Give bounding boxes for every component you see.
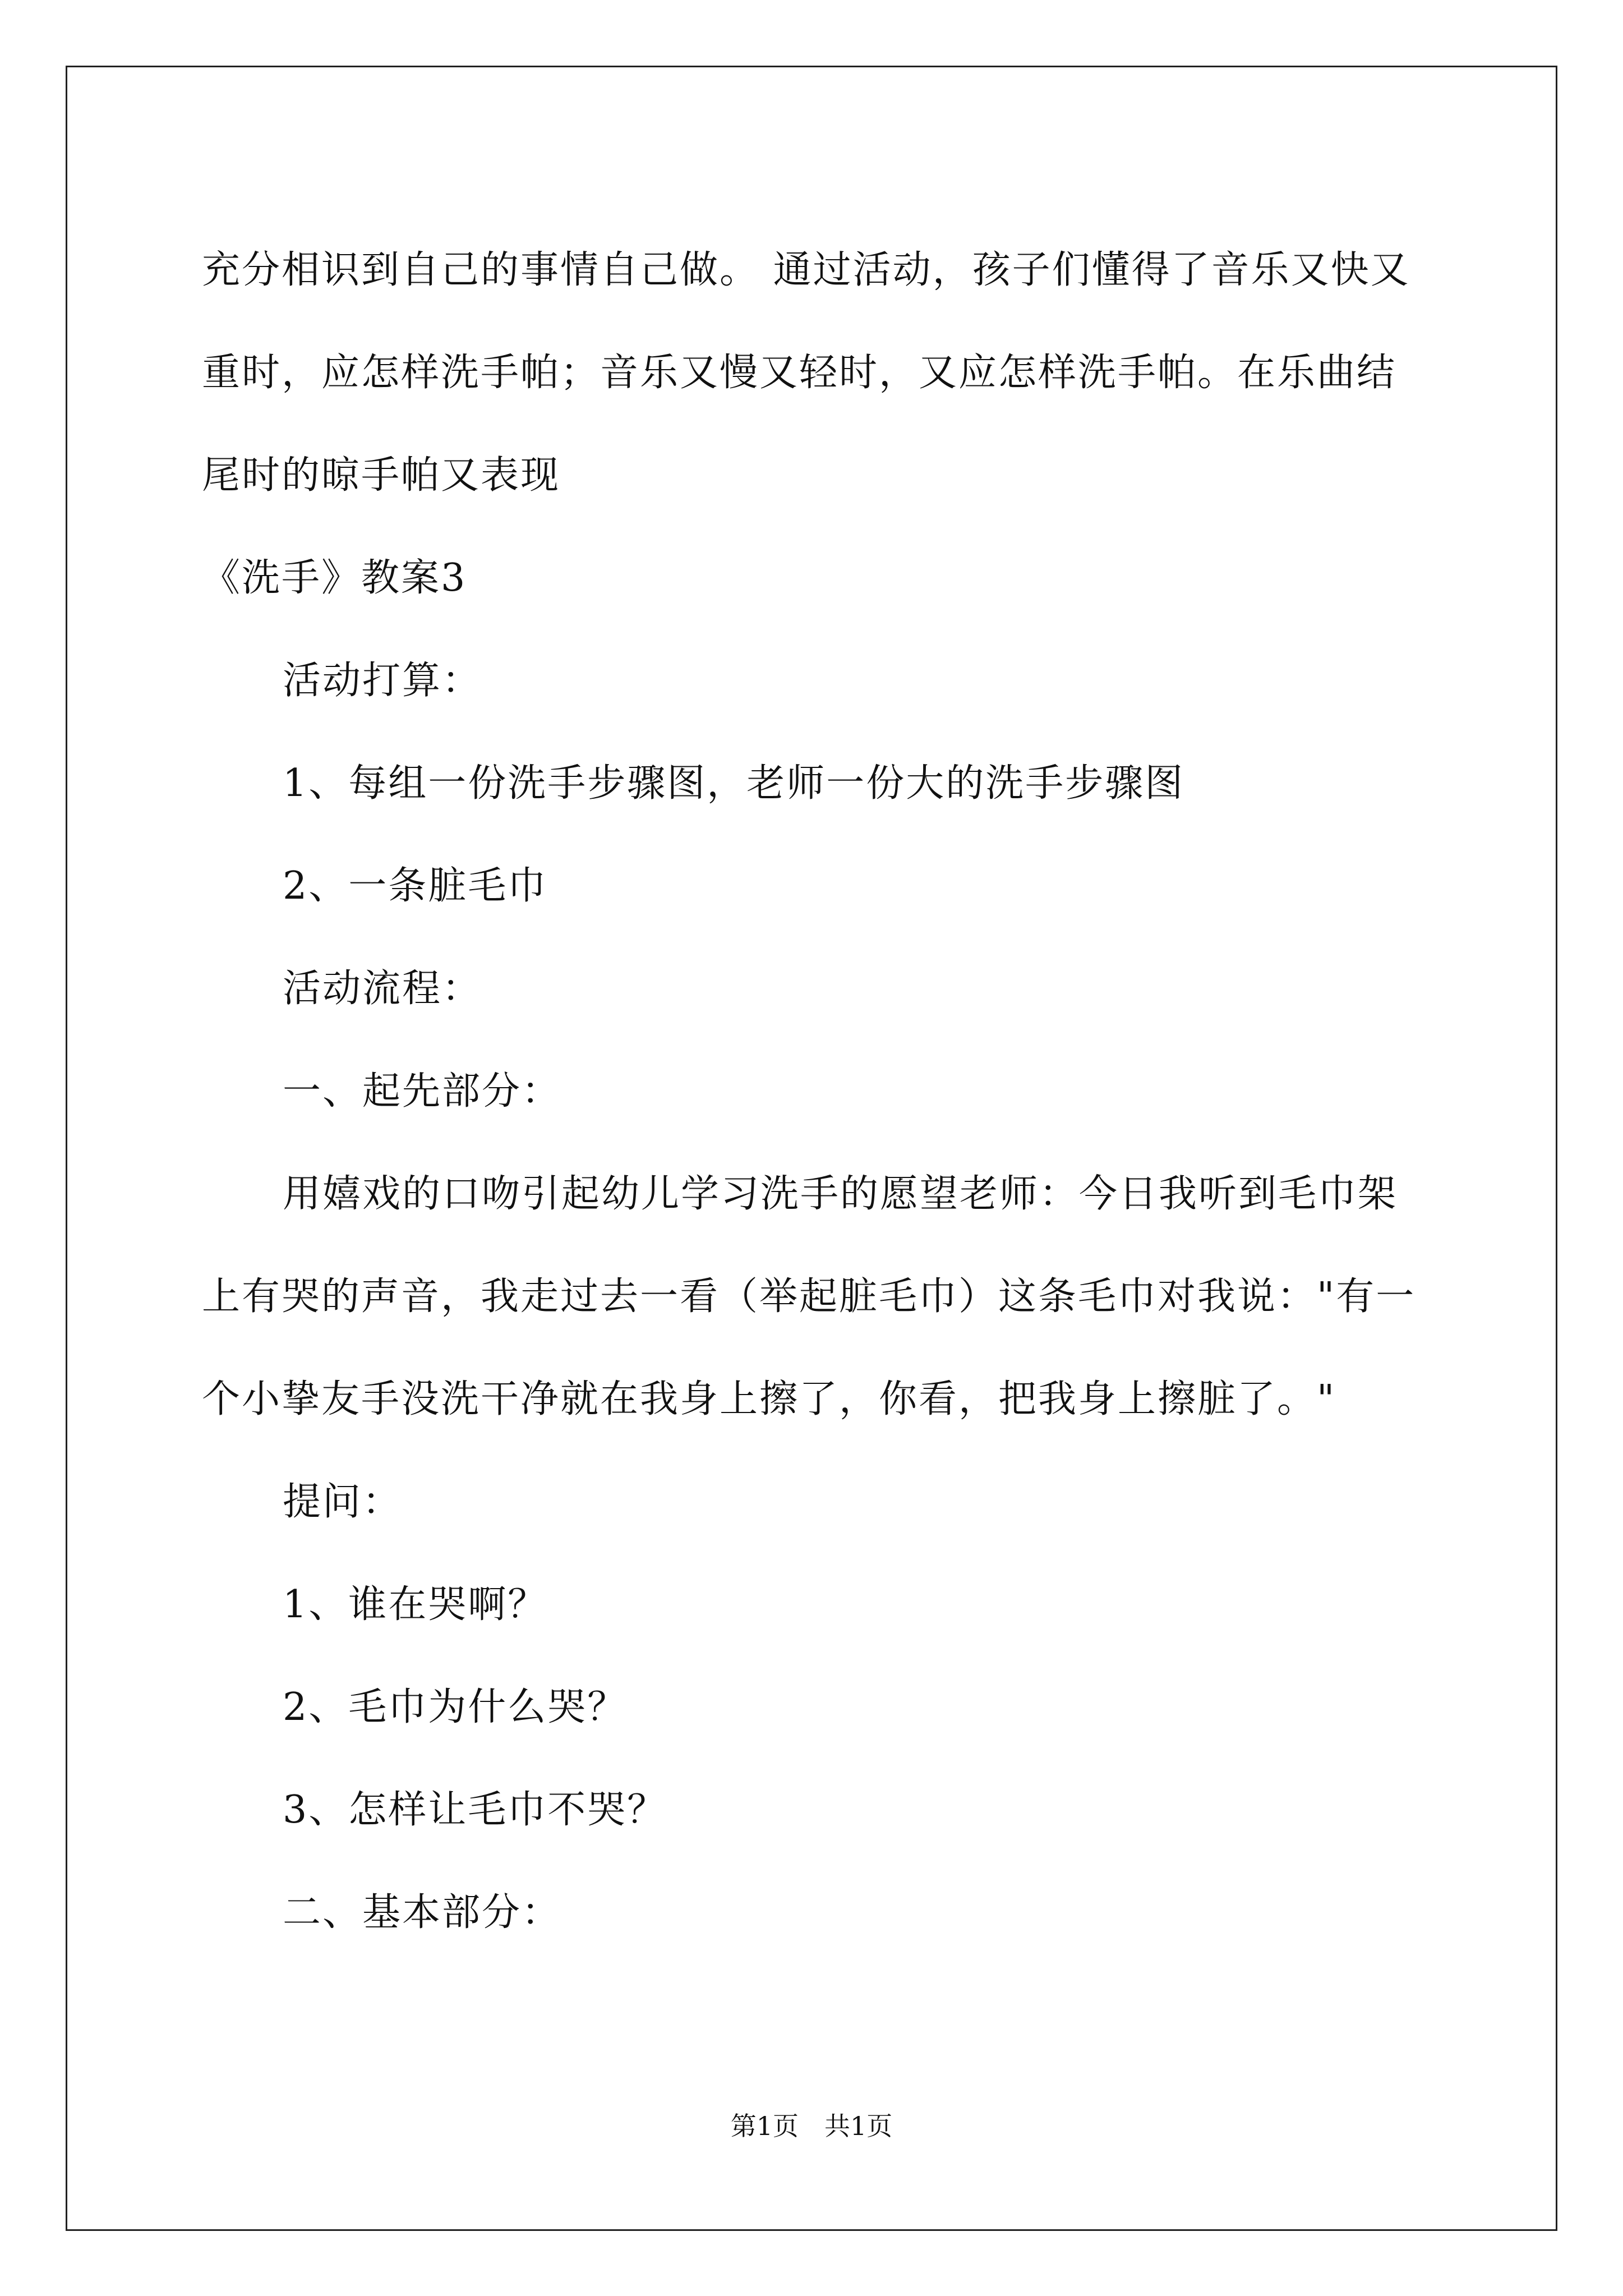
- subsection-title: 二、基本部分：: [283, 1890, 562, 1935]
- paragraph-line: 上有哭的声音，我走过去一看（举起脏毛巾）这条毛巾对我说："有一: [202, 1274, 1416, 1319]
- list-item: 2、毛巾为什么哭？: [283, 1685, 628, 1729]
- document-body: [202, 219, 1436, 1964]
- paragraph-line: 活动打算：: [283, 659, 482, 703]
- paragraph-line: 用嬉戏的口吻引起幼儿学习洗手的愿望老师：今日我听到毛巾架: [283, 1172, 1398, 1216]
- list-item: 3、怎样让毛巾不哭？: [283, 1788, 667, 1832]
- list-item: 2、一条脏毛巾: [283, 864, 548, 908]
- paragraph-line: 提问：: [283, 1480, 403, 1524]
- page-footer: 第1页 共1页: [730, 2111, 893, 2141]
- subsection-title: 一、起先部分：: [283, 1069, 562, 1114]
- list-item: 1、每组一份洗手步骤图，老师一份大的洗手步骤图: [283, 761, 1185, 806]
- paragraph-line: 活动流程：: [283, 967, 482, 1011]
- list-item: 1、谁在哭啊？: [283, 1582, 548, 1627]
- paragraph-line: 个小挚友手没洗干净就在我身上擦了，你看，把我身上擦脏了。": [202, 1377, 1336, 1421]
- paragraph-line: 重时，应怎样洗手帕；音乐又慢又轻时，又应怎样洗手帕。在乐曲结: [202, 351, 1397, 395]
- paragraph-line: 尾时的晾手帕又表现: [202, 453, 561, 498]
- paragraph-line: 充分相识到自己的事情自己做。 通过活动，孩子们懂得了音乐又快又: [202, 248, 1410, 292]
- section-title: 《洗手》教案3: [202, 556, 467, 600]
